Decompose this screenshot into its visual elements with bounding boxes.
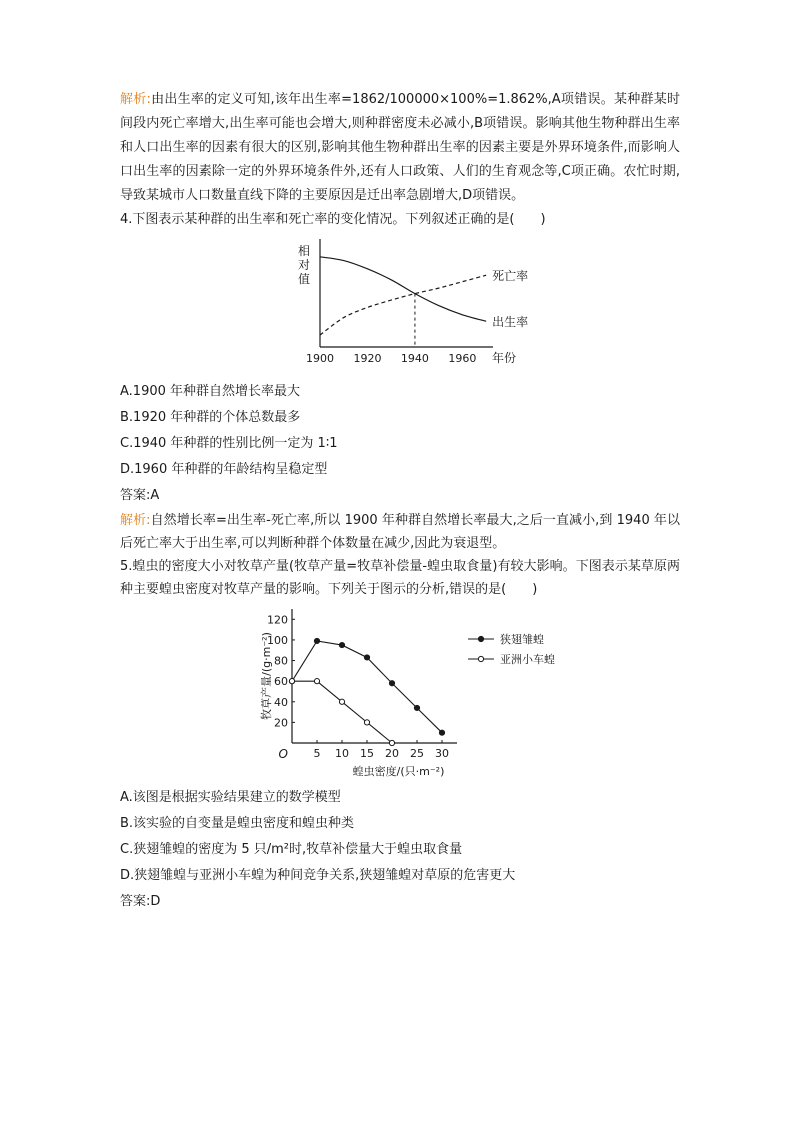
birth-death-rate-chart <box>298 235 528 375</box>
x-tick-label: 15 <box>360 747 374 760</box>
x-tick-label: 1920 <box>353 352 382 365</box>
legend-marker <box>478 636 483 641</box>
q4-option-d: D.1960 年种群的年龄结构呈稳定型 <box>120 462 328 477</box>
page-content <box>120 88 680 915</box>
series-line-死亡率 <box>320 275 486 335</box>
x-tick-label: 1940 <box>400 352 429 365</box>
q5-option-d: D.狭翅雏蝗与亚洲小车蝗为种间竞争关系,狭翅雏蝗对草原的危害更大 <box>120 868 516 883</box>
y-axis-label: 牧草产量/(g·m⁻²) <box>260 632 273 720</box>
legend-marker <box>478 656 483 661</box>
q5-option-a: A.该图是根据实验结果建立的数学模型 <box>120 790 341 805</box>
x-tick-label: 25 <box>410 747 424 760</box>
data-point <box>439 730 444 735</box>
q5-stem: 5.蝗虫的密度大小对牧草产量(牧草产量=牧草补偿量-蝗虫取食量)有较大影响。下图表示某草原两种主要蝗虫密度对牧草产量的影响。下列关于图示的分析,错误的是( ) <box>120 559 680 597</box>
data-point <box>314 638 319 643</box>
x-tick-label: 1900 <box>306 352 334 365</box>
q4-stem: 4.下图表示某种群的出生率和死亡率的变化情况。下列叙述正确的是( ) <box>120 212 546 227</box>
q3-analysis <box>120 88 680 208</box>
x-axis-label: 年份 <box>491 351 517 365</box>
q4-answer: 答案:A <box>120 488 160 503</box>
series-line-亚洲小车蝗 <box>292 681 392 743</box>
y-tick-label: 60 <box>274 675 288 689</box>
data-point <box>314 679 319 684</box>
data-point <box>339 642 344 647</box>
data-point <box>339 699 344 704</box>
analysis-label: 解析: <box>120 513 151 528</box>
x-axis-label: 蝗虫密度/(只·m⁻²) <box>352 765 445 778</box>
origin-label: O <box>278 747 288 761</box>
q4-option-a: A.1900 年种群自然增长率最大 <box>120 384 301 399</box>
y-axis-label: 值 <box>297 272 311 286</box>
y-axis-label: 对 <box>297 258 311 272</box>
series-line-出生率 <box>320 257 486 321</box>
data-point <box>389 740 394 745</box>
analysis-text: 由出生率的定义可知,该年出生率=1862/100000×100%=1.862%,A项错误。某种群某时间段内死亡率增大,出生率可能也会增大,则种群密度未必减小,B项错误。影响其他生物种群出生率和人口出生率的因素有很大的区别,影响其他生物种群出生率的因素主要是外界环境条件,而影响人口出生率的因素除一定的外界环境条件外,还有人口政策、人们的生育观念等,C项正确。农忙时期,导致某城市人口数量直线下降的主要原因是迁出率急剧增大,D项错误。 <box>120 92 680 203</box>
y-tick-label: 80 <box>274 654 288 668</box>
analysis-text: 自然增长率=出生率-死亡率,所以 1900 年种群自然增长率最大,之后一直减小,到 1940 年以后死亡率大于出生率,可以判断种群个体数量在减少,因此为衰退型。 <box>120 513 680 551</box>
x-tick-label: 1960 <box>448 352 477 365</box>
q4-analysis <box>120 509 680 555</box>
data-point <box>364 720 369 725</box>
y-tick-label: 40 <box>274 695 288 709</box>
data-point <box>289 679 294 684</box>
legend-label: 狭翅雏蝗 <box>500 633 544 646</box>
grass-yield-chart <box>262 603 562 781</box>
series-label: 死亡率 <box>492 269 529 284</box>
x-tick-label: 20 <box>385 747 399 760</box>
q5-option-c: C.狭翅雏蝗的密度为 5 只/m²时,牧草补偿量大于蝗虫取食量 <box>120 842 463 857</box>
y-axis-label: 相 <box>297 244 311 258</box>
q4-option-b: B.1920 年种群的个体总数最多 <box>120 410 301 425</box>
data-point <box>364 655 369 660</box>
y-tick-label: 20 <box>274 716 288 730</box>
legend-label: 亚洲小车蝗 <box>500 653 555 666</box>
analysis-label: 解析: <box>120 92 151 107</box>
series-label: 出生率 <box>492 315 529 330</box>
y-tick-label: 120 <box>267 613 288 627</box>
q4-option-c: C.1940 年种群的性别比例一定为 1∶1 <box>120 436 338 451</box>
x-tick-label: 5 <box>313 747 321 760</box>
q5-option-b: B.该实验的自变量是蝗虫密度和蝗虫种类 <box>120 816 355 831</box>
data-point <box>389 681 394 686</box>
data-point <box>414 705 419 710</box>
x-tick-label: 30 <box>435 747 449 760</box>
x-tick-label: 10 <box>335 747 349 760</box>
q5-answer: 答案:D <box>120 894 161 909</box>
y-tick-label: 100 <box>267 633 288 647</box>
